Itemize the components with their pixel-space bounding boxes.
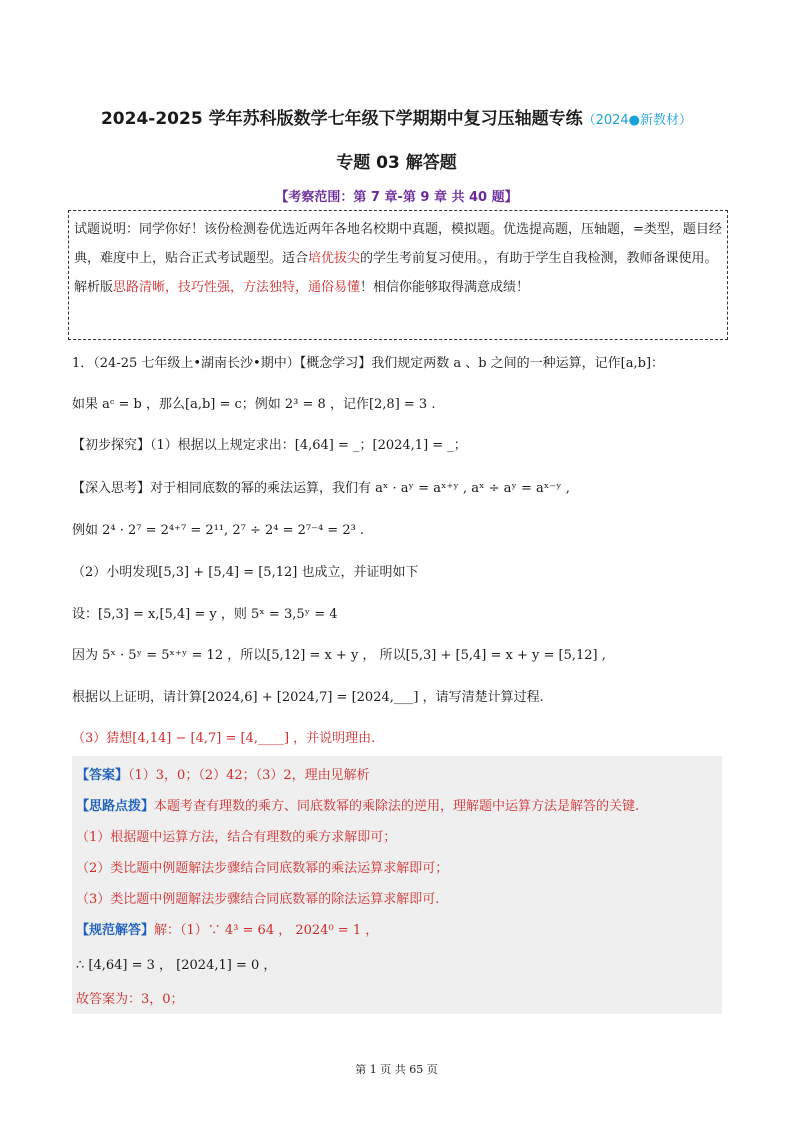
answer-line-8: 故答案为：3，0； <box>76 992 184 1007</box>
question-line-6: （2）小明发现[5,3] + [5,4] = [5,12] 也成立，并证明如下 <box>72 565 419 580</box>
answer-line-5: （3）类比题中例题解法步骤结合同底数幂的除法运算求解即可. <box>76 892 440 907</box>
title-tag: （2024●新教材） <box>582 113 693 128</box>
notice-box: 试题说明：同学你好！该份检测卷优选近两年各地名校期中真题，模拟题。优选提高题，压轴题，=类型，题目经典，难度中上，贴合正式考试题型。适合培优拔尖的学生考前复习使用。，有助于学生自我检测，教师备课使用。解析版思路清晰，技巧性强，方法独特，通俗易懂！相信你能够取得满意成绩！ <box>68 210 728 340</box>
question-line-10: （3）猜想[4,14] − [4,7] = [4,____] ，并说明理由. <box>72 731 376 746</box>
question-line-3: 【初步探究】（1）根据以上规定求出：[4,64] = _；[2024,1] = _； <box>72 438 467 453</box>
question-line-8: 因为 5ˣ · 5ʸ = 5ˣ⁺ʸ = 12 ，所以[5,12] = x + y ， 所以[5,3] + [5,4] = x + y = [5,12] , <box>72 648 606 663</box>
question-line-7: 设：[5,3] = x,[5,4] = y ，则 5ˣ = 3,5ʸ = 4 <box>72 607 338 622</box>
answer-line-2: 【思路点拨】本题考查有理数的乘方、同底数幂的乘除法的逆用，理解题中运算方法是解答的关键. <box>76 799 640 814</box>
answer-line-7: ∴ [4,64] = 3 ， [2024,1] = 0 ， <box>76 958 277 973</box>
answer-line-3: （1）根据题中运算方法，结合有理数的乘方求解即可； <box>76 830 397 845</box>
exam-scope: 【考察范围：第 7 章-第 9 章 共 40 题】 <box>275 190 518 205</box>
page-footer: 第 1 页 共 65 页 <box>355 1063 438 1076</box>
question-line-4: 【深入思考】对于相同底数的幂的乘法运算，我们有 aˣ · aʸ = aˣ⁺ʸ , aˣ ÷ aʸ = aˣ⁻ʸ , <box>72 481 570 496</box>
question-line-5: 例如 2⁴ · 2⁷ = 2⁴⁺⁷ = 2¹¹, 2⁷ ÷ 2⁴ = 2⁷⁻⁴ = 2³ . <box>72 523 365 538</box>
document-subtitle: 专题 03 解答题 <box>336 153 457 173</box>
answer-line-4: （2）类比题中例题解法步骤结合同底数幂的乘法运算求解即可； <box>76 861 449 876</box>
answer-line-6: 【规范解答】解：（1）∵ 4³ = 64 ， 2024⁰ = 1 ， <box>76 923 379 938</box>
question-line-9: 根据以上证明，请计算[2024,6] + [2024,7] = [2024,___] ，请写清楚计算过程. <box>72 690 544 705</box>
question-line-2: 如果 aᶜ = b ，那么[a,b] = c；例如 2³ = 8 ，记作[2,8] = 3 . <box>72 397 436 412</box>
answer-line-1: 【答案】（1）3，0；（2）42；（3）2，理由见解析 <box>76 768 370 783</box>
document-title: 2024-2025 学年苏科版数学七年级下学期期中复习压轴题专练（2024●新教材） <box>100 109 693 129</box>
question-line-1: 1．（24-25 七年级上•湖南长沙•期中）【概念学习】我们规定两数 a 、b 之间的一种运算，记作[a,b]： <box>72 356 665 371</box>
